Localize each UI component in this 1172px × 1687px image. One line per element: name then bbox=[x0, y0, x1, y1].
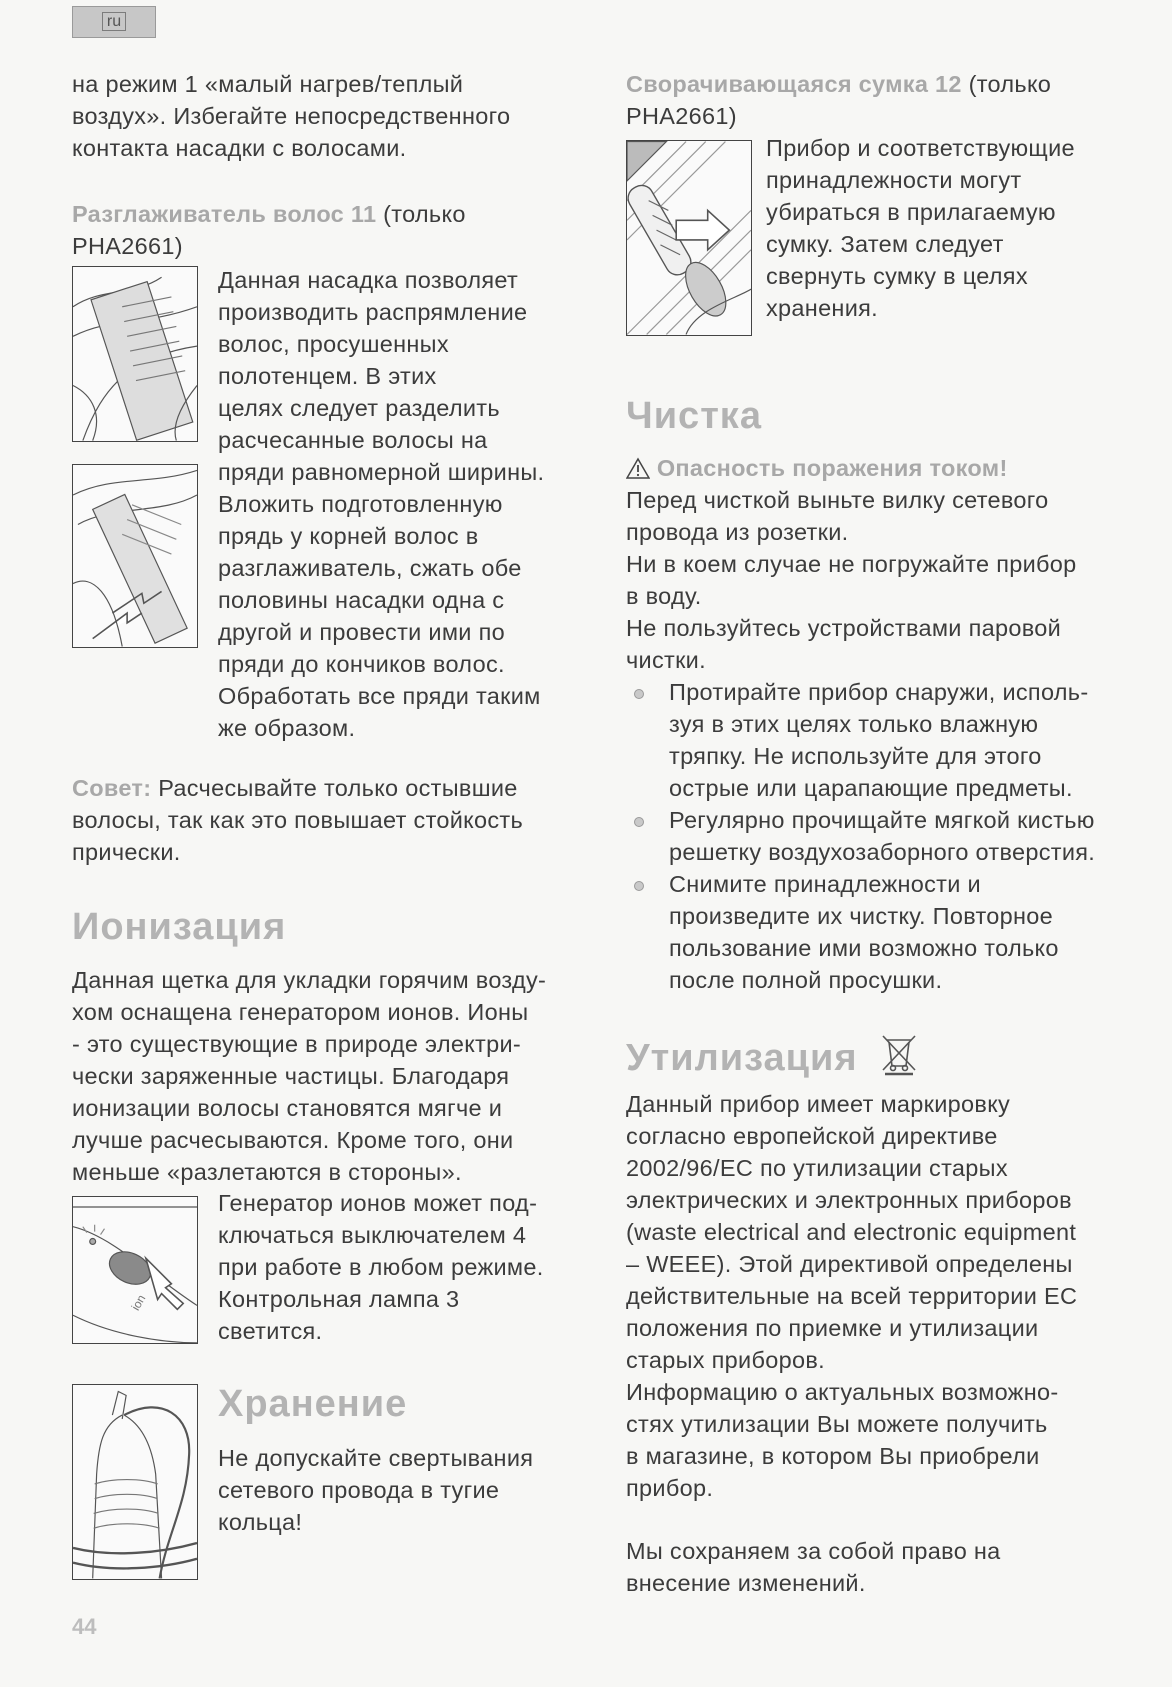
text-line: решетку воздухозаборного отверстия. bbox=[669, 839, 1096, 865]
text-line: Данный прибор имеет маркировку bbox=[626, 1091, 1011, 1117]
text-line: контакта насадки с волосами. bbox=[72, 135, 407, 161]
intro-paragraph bbox=[72, 68, 510, 164]
text-line: на режим 1 «малый нагрев/теплый bbox=[72, 71, 464, 97]
text-line: лучше расчесываются. Кроме того, они bbox=[72, 1127, 514, 1153]
text-line: Перед чисткой выньте вилку сетевого bbox=[626, 487, 1049, 513]
text-line: Регулярно прочищайте мягкой кистью bbox=[669, 807, 1095, 833]
text-line: хом оснащена генератором ионов. Ионы bbox=[72, 999, 529, 1025]
text-line: светится. bbox=[218, 1318, 323, 1344]
text-line: убираться в прилагаемую bbox=[766, 199, 1056, 225]
text-line: меньше «разлетаются в стороны». bbox=[72, 1159, 462, 1185]
text-line: принадлежности могут bbox=[766, 167, 1022, 193]
storage-section bbox=[218, 1382, 407, 1426]
straightener-model: PHA2661) bbox=[72, 233, 183, 259]
bag-text bbox=[766, 132, 1075, 324]
storage-text bbox=[218, 1442, 533, 1538]
text-line: зуя в этих целях только влажную bbox=[669, 711, 1039, 737]
text-line: Мы сохраняем за собой право на bbox=[626, 1538, 1001, 1564]
text-line: Расчесывайте только остывшие bbox=[151, 775, 518, 801]
text-line: Обработать все пряди таким bbox=[218, 683, 541, 709]
text-line: тряпку. Не используйте для этого bbox=[669, 743, 1042, 769]
list-item bbox=[626, 676, 1095, 804]
bullet-icon bbox=[634, 881, 644, 891]
text-line: Не допускайте свертывания bbox=[218, 1445, 534, 1471]
text-line: же образом. bbox=[218, 715, 356, 741]
bag-illustration bbox=[626, 140, 752, 336]
text-line: старых приборов. bbox=[626, 1347, 825, 1373]
text-line: после полной просушки. bbox=[669, 967, 943, 993]
text-line: ионизации волосы становятся мягче и bbox=[72, 1095, 503, 1121]
text-line: свернуть сумку в целях bbox=[766, 263, 1028, 289]
warning-triangle-icon bbox=[626, 457, 650, 479]
bag-title: Сворачивающаяся сумка 12 bbox=[626, 71, 962, 97]
text-line: провода из розетки. bbox=[626, 519, 849, 545]
ion-switch-illustration bbox=[72, 1196, 198, 1344]
cleaning-heading: Чистка bbox=[626, 395, 762, 437]
text-line: Прибор и соответствующие bbox=[766, 135, 1075, 161]
text-line: Вложить подготовленную bbox=[218, 491, 503, 517]
bullet-icon bbox=[634, 689, 644, 699]
bullet-icon bbox=[634, 817, 644, 827]
text-line: Не пользуйтесь устройствами паровой bbox=[626, 615, 1062, 641]
ionization-heading: Ионизация bbox=[72, 906, 287, 948]
text-line: согласно европейской директиве bbox=[626, 1123, 998, 1149]
straightener-title-suffix: (только bbox=[376, 201, 466, 227]
disposal-section bbox=[626, 1032, 919, 1080]
text-line: волосы, так как это повышает стойкость bbox=[72, 807, 524, 833]
text-line: кольца! bbox=[218, 1509, 303, 1535]
text-line: прибор. bbox=[626, 1475, 714, 1501]
text-line: производить распрямление bbox=[218, 299, 528, 325]
disposal-heading: Утилизация bbox=[626, 1037, 858, 1079]
text-line: Ни в коем случае не погружайте прибор bbox=[626, 551, 1077, 577]
text-line: внесение изменений. bbox=[626, 1570, 866, 1596]
list-item bbox=[626, 804, 1095, 868]
bag-title-suffix: (только bbox=[961, 71, 1052, 97]
text-line: острые или царапающие предметы. bbox=[669, 775, 1073, 801]
cleaning-section bbox=[626, 394, 762, 438]
text-line: половины насадки одна с bbox=[218, 587, 505, 613]
text-line: расчесанные волосы на bbox=[218, 427, 488, 453]
text-line: в магазине, в котором Вы приобрели bbox=[626, 1443, 1040, 1469]
text-line: стях утилизации Вы можете получить bbox=[626, 1411, 1048, 1437]
text-line: разглаживатель, сжать обе bbox=[218, 555, 522, 581]
storage-illustration bbox=[72, 1384, 198, 1580]
text-line: чистки. bbox=[626, 647, 706, 673]
text-line: воздух». Избегайте непосредственного bbox=[72, 103, 511, 129]
text-line: - это существующие в природе электри- bbox=[72, 1031, 522, 1057]
closing-note bbox=[626, 1535, 1001, 1599]
language-tab bbox=[72, 6, 156, 38]
text-line: чески заряженные частицы. Благодаря bbox=[72, 1063, 510, 1089]
text-line: пользование ими возможно только bbox=[669, 935, 1059, 961]
tip-paragraph bbox=[72, 772, 523, 868]
text-line: целях следует разделить bbox=[218, 395, 500, 421]
straightener-illustration-1 bbox=[72, 266, 198, 442]
text-line: 2002/96/EC по утилизации старых bbox=[626, 1155, 1008, 1181]
warning-text: Опасность поражения током! bbox=[656, 455, 1008, 481]
straightener-heading bbox=[72, 198, 466, 262]
straightener-title: Разглаживатель волос 11 bbox=[72, 201, 377, 227]
text-line: положения по приемке и утилизации bbox=[626, 1315, 1039, 1341]
text-line: сетевого провода в тугие bbox=[218, 1477, 500, 1503]
text-line: хранения. bbox=[766, 295, 878, 321]
text-line: другой и провести ими по bbox=[218, 619, 505, 645]
straightener-text bbox=[218, 264, 544, 744]
bag-heading bbox=[626, 68, 1051, 132]
text-line: Данная щетка для укладки горячим возду- bbox=[72, 967, 547, 993]
text-line: прически. bbox=[72, 839, 181, 865]
text-line: Протирайте прибор снаружи, исполь- bbox=[669, 679, 1089, 705]
text-line: сумку. Затем следует bbox=[766, 231, 1004, 257]
text-line: электрических и электронных приборов bbox=[626, 1187, 1072, 1213]
ion-switch-text bbox=[218, 1187, 544, 1347]
text-line: при работе в любом режиме. bbox=[218, 1254, 544, 1280]
text-line: (waste electrical and electronic equipment bbox=[626, 1219, 1077, 1245]
text-line: произведите их чистку. Повторное bbox=[669, 903, 1054, 929]
text-line: полотенцем. В этих bbox=[218, 363, 437, 389]
crossed-bin-icon bbox=[879, 1032, 919, 1076]
text-line: прядь у корней волос в bbox=[218, 523, 479, 549]
text-line: действительные на всей территории ЕС bbox=[626, 1283, 1078, 1309]
text-line: Информацию о актуальных возможно- bbox=[626, 1379, 1059, 1405]
ionization-text bbox=[72, 964, 546, 1188]
bag-model: PHA2661) bbox=[626, 103, 737, 129]
text-line: волос, просушенных bbox=[218, 331, 449, 357]
ionization-section bbox=[72, 905, 286, 949]
language-code: ru bbox=[102, 12, 126, 31]
text-line: ключаться выключателем 4 bbox=[218, 1222, 527, 1248]
storage-heading: Хранение bbox=[218, 1383, 408, 1425]
cleaning-text bbox=[626, 452, 1095, 996]
text-line: Генератор ионов может под- bbox=[218, 1190, 538, 1216]
page-number: 44 bbox=[72, 1614, 97, 1639]
tip-label: Совет: bbox=[72, 775, 152, 801]
text-line: Снимите принадлежности и bbox=[669, 871, 981, 897]
disposal-text bbox=[626, 1088, 1077, 1504]
ion-label: ion bbox=[128, 1292, 149, 1313]
text-line: Данная насадка позволяет bbox=[218, 267, 519, 293]
text-line: пряди равномерной ширины. bbox=[218, 459, 545, 485]
text-line: в воду. bbox=[626, 583, 702, 609]
straightener-illustration-2 bbox=[72, 464, 198, 648]
list-item bbox=[626, 868, 1095, 996]
text-line: – WEEE). Этой директивой определены bbox=[626, 1251, 1073, 1277]
text-line: пряди до кончиков волос. bbox=[218, 651, 505, 677]
text-line: Контрольная лампа 3 bbox=[218, 1286, 460, 1312]
